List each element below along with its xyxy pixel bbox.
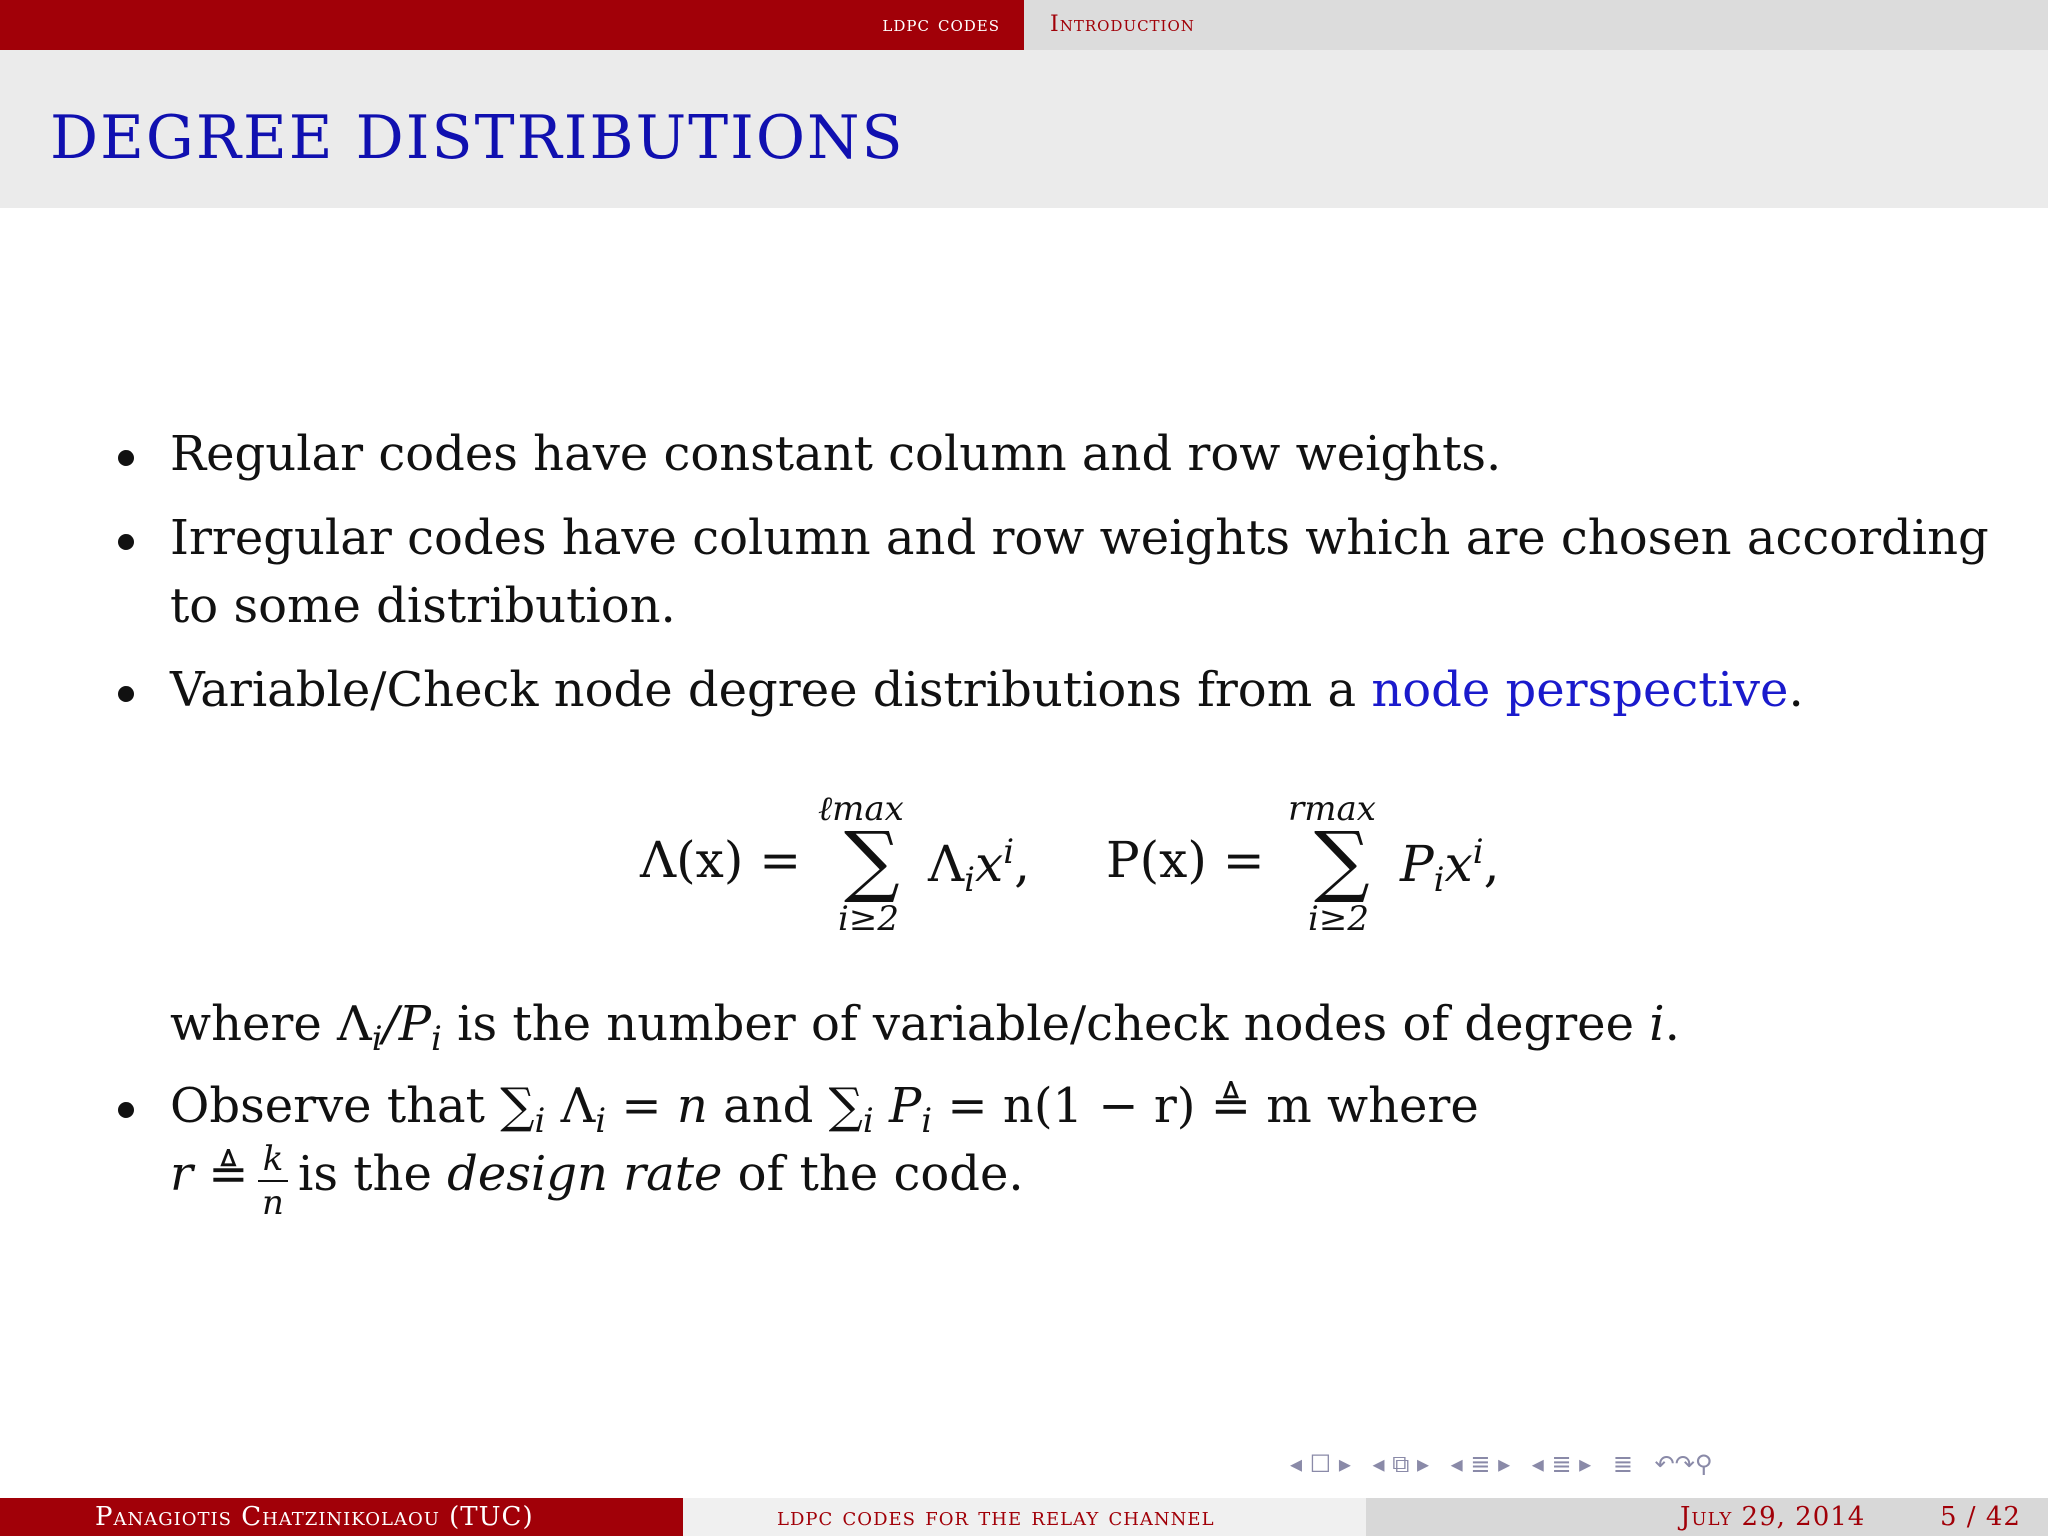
fraction-numerator: k xyxy=(262,1139,284,1179)
where-post: is the number of variable/check nodes of degree xyxy=(441,996,1650,1052)
where-end: . xyxy=(1664,996,1680,1052)
bullet-4-line-2 xyxy=(170,1146,249,1202)
nav-toc-icon[interactable]: ≣ xyxy=(1612,1450,1633,1478)
fraction-bar xyxy=(258,1180,288,1182)
equation-term-1 xyxy=(928,832,1030,900)
sum-1-sigma: ∑ xyxy=(844,816,900,906)
b4-sub-2: i xyxy=(595,1101,607,1141)
sum-1-lower-limit: i≥2 xyxy=(838,899,899,939)
nav-subsection-icon[interactable]: ◂ ⧉ ▸ xyxy=(1372,1450,1430,1478)
b5-def: ≜ xyxy=(192,1146,249,1202)
where-sub-1: i xyxy=(371,1019,383,1059)
nav-search-icon[interactable]: ↶↷⚲ xyxy=(1654,1450,1713,1478)
b4-and: and ∑ xyxy=(707,1078,863,1134)
term-1-comma: , xyxy=(1014,835,1030,893)
term-1-lambda: Λ xyxy=(928,835,965,893)
bullet-3-text xyxy=(170,662,1804,718)
term-1-x: x xyxy=(974,835,1004,893)
bullet-4-line-2-rest xyxy=(298,1146,1024,1202)
b4-pre: Observe that ∑ xyxy=(170,1078,535,1134)
node-perspective-link[interactable]: node perspective xyxy=(1371,662,1789,718)
bullet-3-post: . xyxy=(1788,662,1804,718)
b4-sub-3: i xyxy=(862,1101,874,1141)
bullet-dot-2 xyxy=(118,534,134,550)
equation-lhs-p: P(x) = xyxy=(1106,831,1265,889)
b4-mid-2: = xyxy=(606,1078,677,1134)
bullet-1-text: Regular codes have constant column and row weights. xyxy=(170,426,1502,482)
beamer-navigation-symbols xyxy=(1290,1450,1726,1480)
sum-2-lower-limit: i≥2 xyxy=(1308,899,1369,939)
term-2-x: x xyxy=(1444,835,1473,893)
term-2-sup: i xyxy=(1472,832,1484,872)
term-2-comma: , xyxy=(1483,835,1500,893)
term-2-p: P xyxy=(1400,835,1434,893)
footer-bar xyxy=(0,1498,2048,1536)
term-1-sub: i xyxy=(964,860,975,900)
fraction-denominator: n xyxy=(262,1183,284,1223)
b4-sub-4: i xyxy=(921,1101,933,1141)
where-var: i xyxy=(1649,996,1665,1052)
bullet-3-pre: Variable/Check node degree distributions from a xyxy=(170,662,1372,718)
b4-sub-1: i xyxy=(534,1101,546,1141)
footer-date: July 29, 2014 xyxy=(1680,1502,1866,1532)
nav-subsec-list-icon[interactable]: ◂ ≣ ▸ xyxy=(1531,1450,1592,1478)
where-mid: /P xyxy=(382,996,432,1052)
b4-p: P xyxy=(873,1078,922,1134)
bullet-4-text xyxy=(170,1078,1479,1141)
sum-1-upper-limit: ℓmax xyxy=(818,789,904,829)
footer-author: Panagiotis Chatzinikolaou (TUC) xyxy=(95,1502,534,1532)
design-rate-emphasis: design rate xyxy=(447,1146,723,1202)
b5-pre: is the xyxy=(298,1146,448,1202)
term-2-sub: i xyxy=(1433,860,1445,900)
section-link-ldpc-codes[interactable]: ldpc codes xyxy=(882,12,1000,37)
bullet-dot-1 xyxy=(118,450,134,466)
b4-mid-1: Λ xyxy=(545,1078,596,1134)
section-link-introduction[interactable]: Introduction xyxy=(1050,12,1195,37)
b5-post: of the code. xyxy=(722,1146,1024,1202)
bullet-dot-3 xyxy=(118,686,134,702)
sum-2-upper-limit: rmax xyxy=(1288,789,1376,829)
nav-section-icon[interactable]: ◂ ≣ ▸ xyxy=(1450,1450,1511,1478)
where-pre: where Λ xyxy=(170,996,372,1052)
bullet-2-line-2: to some distribution. xyxy=(170,578,676,634)
slide-title: DEGREE DISTRIBUTIONS xyxy=(50,103,905,173)
footer-title: ldpc codes for the relay channel xyxy=(777,1502,1215,1532)
equation-lhs-lambda: Λ(x) = xyxy=(640,831,802,889)
footer-page-number: 5 / 42 xyxy=(1940,1502,2021,1532)
bullet-dot-4 xyxy=(118,1102,134,1118)
term-1-sup: i xyxy=(1003,832,1015,872)
where-line xyxy=(170,996,1680,1059)
b5-r: r xyxy=(170,1146,193,1202)
sum-2-sigma: ∑ xyxy=(1314,816,1370,906)
b4-n: n xyxy=(676,1078,708,1134)
b4-rest: = n(1 − r) ≜ m where xyxy=(932,1078,1479,1134)
bullet-2-line-1: Irregular codes have column and row weights which are chosen according xyxy=(170,510,1989,566)
equation-term-2 xyxy=(1400,832,1500,900)
where-sub-2: i xyxy=(431,1019,442,1059)
nav-prev-frame-icon[interactable]: ◂ ☐ ▸ xyxy=(1290,1450,1351,1478)
